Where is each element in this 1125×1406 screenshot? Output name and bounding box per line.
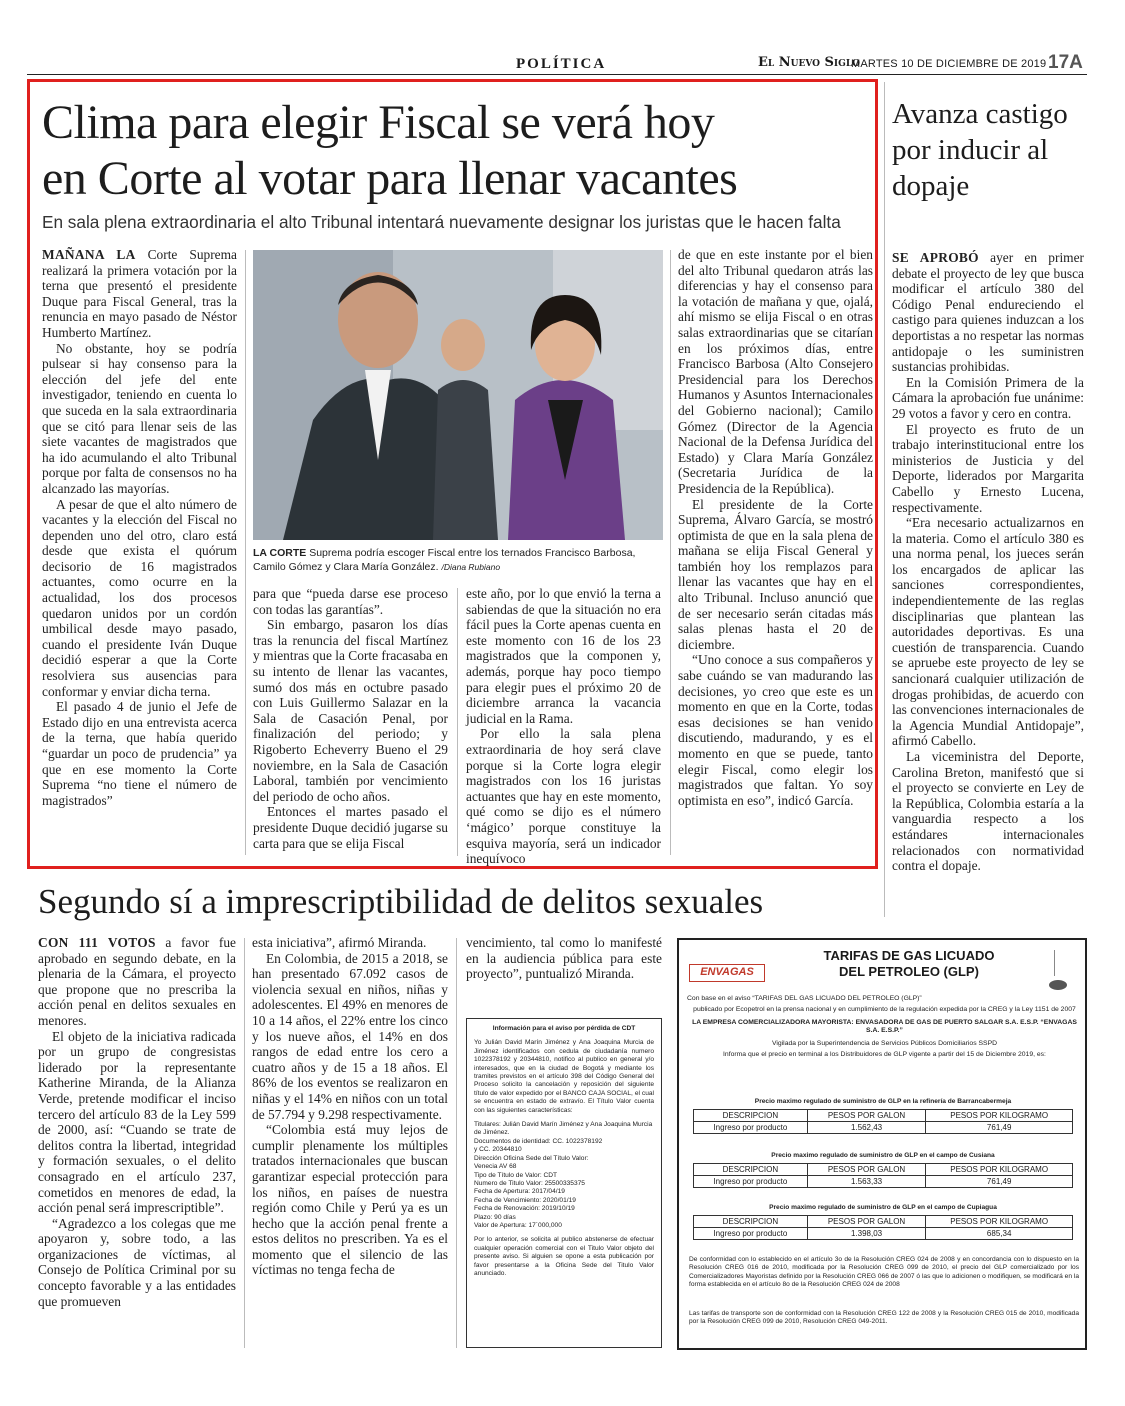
col-header: PESOS POR KILOGRAMO: [926, 1216, 1073, 1228]
price-table-title: Precio maximo regulado de suministro de GLP en la refinería de Barrancabermeja: [754, 1098, 1012, 1105]
caption-text: Suprema podría escoger Fiscal entre los ternados Francisco Barbosa, Camilo Gómez y Clara María González.: [253, 547, 636, 573]
paragraph: En la Comisión Primera de la Cámara la aprobación fue unánime: 29 votos a favor y cero en contra.: [892, 374, 1084, 421]
main-headline: [42, 95, 872, 207]
cdt-detail: y CC. 20344810: [474, 1146, 522, 1154]
col-header: PESOS POR KILOGRAMO: [926, 1164, 1073, 1176]
ad-title-line: TARIFAS DE GAS LICUADO: [823, 948, 995, 963]
main-col-2: [253, 586, 448, 851]
envagas-logo: ENVAGAS: [689, 964, 765, 982]
paragraph: a favor fue aprobado en segundo debate, en la plenaria de la Cámara, el proyecto que propone que no prescriba la acción penal en delitos sexuales en menores.: [38, 935, 236, 1028]
ad-intro-line: Con base en el aviso “TARIFAS DEL GAS LICUADO DEL PETROLEO (GLP)”: [687, 995, 922, 1002]
cdt-closing: Por lo anterior, se solicita al publico abstenerse de efectuar cualquier operación comercial con el Titulo Valor objeto del presente aviso. Si alguien se opone a esta publicación por favor presentarse a la Oficina Sede del Titulo Valor anunciado.: [474, 1236, 654, 1277]
cdt-detail: Fecha de Apertura: 2017/04/19: [474, 1188, 565, 1196]
page-number: 17A: [1048, 52, 1083, 73]
paragraph: para que “pueda darse ese proceso con todas las garantías”.: [253, 586, 448, 617]
lead-in: SE APROBÓ: [892, 250, 979, 265]
paragraph: Entonces el martes pasado el presidente Duque decidió jugarse su carta para que se elija Fiscal: [253, 804, 448, 851]
paragraph: esta iniciativa”, afirmó Miranda.: [252, 935, 427, 950]
caption-lead: LA CORTE: [253, 547, 307, 559]
issue-date: MARTES 10 DE DICIEMBRE DE 2019: [851, 58, 1047, 70]
table-cell: 1.562,43: [807, 1122, 926, 1134]
gas-tariff-ad: [677, 938, 1087, 1350]
ad-footer-2: Las tarifas de transporte son de conformidad con la Resolución CREG 122 de 2008 y la Resolución CREG 015 de 2010, modificada por la Resolución CREG 099 de 2010, Resolución CREG 049-2011.: [689, 1310, 1079, 1326]
main-col-3: [466, 586, 661, 867]
table-cell: 761,49: [926, 1122, 1073, 1134]
col-header: PESOS POR GALON: [807, 1164, 926, 1176]
paragraph: El proyecto es fruto de un trabajo interinstitucional entre los ministerios de Justicia y del Deporte, liderados por Margarita Cabello y Ernesto Lucena, respectivamente.: [892, 421, 1084, 515]
main-subhead: En sala plena extraordinaria el alto Tribunal intentará nuevamente designar los juristas que le hacen falta: [42, 212, 841, 232]
ad-intro: [687, 995, 1082, 1059]
price-table-title: Precio maximo regulado de suministro de GLP en el campo de Cupiagua: [769, 1204, 997, 1211]
price-table: [693, 1163, 1073, 1188]
main-col-1: [42, 247, 237, 808]
seal-icon: [1054, 950, 1068, 976]
paragraph: “Uno conoce a sus compañeros y sabe cuándo se van madurando las decisiones, yo creo que este es un momento en que en la Corte, todas esas decisiones se han venido discutiendo, madurando, y es el momento en que se puede, tanto elegir Fiscal, como elegir los magistrados que faltan. Yo soy optimista en eso”, indicó García.: [678, 652, 873, 808]
col-header: DESCRIPCION: [694, 1164, 808, 1176]
cdt-detail: Dirección Oficina Sede del Título Valor:: [474, 1154, 589, 1162]
paragraph: La viceministra del Deporte, Carolina Breton, manifestó que si el proyecto se convierte en Ley de la República, Colombia estaría a la vanguardia respecto a los estándares internacionales relacionados con normatividad contra el dopaje.: [892, 749, 1084, 874]
lead-in: CON 111 VOTOS: [38, 935, 156, 950]
paragraph: Por ello la sala plena extraordinaria de hoy será clave porque si la Corte logra elegir magistrados con los 16 juristas actuantes que hay en este momento, qué como se dijo es el número ‘mágico’ porque constituye la esquiva mayoría, será un indicador inequívoco: [466, 726, 661, 867]
col-header: PESOS POR GALON: [807, 1216, 926, 1228]
second-col-1: [38, 935, 236, 1309]
headline-line-2: en Corte al votar para llenar vacantes: [42, 152, 738, 205]
paragraph: “Colombia está muy lejos de cumplir plenamente los múltiples tratados internacionales que buscan garantizar especial protección para los niños, en países de nuestra región como Chile y Perú ya es un hecho que la acción penal frente a estos delitos no prescriben. Ya es el momento que el silencio de las víctimas no tenga fecha de: [252, 1122, 448, 1278]
col-header: DESCRIPCION: [694, 1110, 808, 1122]
paragraph: En Colombia, de 2015 a 2018, se han presentado 67.092 casos de violencia sexual en niños, niñas y adolescentes. El 49% en menores de 10 a 14 años, el 22% entre los cinco y los nueve años, el 14% en dos rangos de edad entre los cero a cuatro años y de 15 a 18 años. El 86% de los eventos se realizaron en niñas y el 14% en niños con un total de 57.794 y 9.298 respectivamente.: [252, 950, 448, 1122]
paragraph: de que en este instante por el bien del alto Tribunal quedaron atrás las diferencias y hay el consenso para la votación de mañana y que, ojalá, ahí mismo se elija Fiscal o en otras salas extraordinarias que se citarían en los próximos días, entre Francisco Barbosa (Alto Consejero Presidencial para los Derechos Humanos y Asuntos Internacionales del Gobierno nacional); Camilo Gómez (Director de la Agencia Nacional de la Defensa Jurídica del Estado) y Clara María González (Secretaria Jurídica de la Presidencia de la República).: [678, 247, 873, 496]
header-rule: [27, 74, 1087, 75]
cdt-detail: Numero de Titulo Valor: 25500335375: [474, 1179, 585, 1187]
paragraph: El objeto de la iniciativa radicada por un grupo de congresistas liderado por la representante Katherine Miranda, de la Alianza Verde, pretende modificar el inciso tercero del artículo 83 de la Ley 599 de 2000, así: “Cuando se trate de delitos contra la libertad, integridad y formación sexuales, o el delito consagrado en el artículo 237, cometidos en menores de edad, la acción penal será imprescriptible”.: [38, 1028, 236, 1216]
lead-in: MAÑANA LA: [42, 247, 136, 262]
paragraph: El presidente de la Corte Suprema, Álvaro García, se mostró optimista de que en la sala plena de mañana se elija Fiscal General y también hoy los remplazos para llenar las vacantes que hay en el alto Tribunal. Incluso anunció que de ser necesario serán citadas más salas plenas hasta el 20 de diciembre.: [678, 496, 873, 652]
paragraph: A pesar de que el alto número de vacantes y la elección del Fiscal no dependen uno del otro, claro está desde que exista el quórum decisorio de 16 magistrados actuantes, como ocurre en la actualidad, los dos procesos quedaron unidos por un cordón umbilical desde mayo pasado, cuando el presidente Iván Duque decidió esperar a que la Corte resolviera sus ausencias para conformar y enviar dicha terna.: [42, 496, 237, 699]
paragraph: “Agradezco a los colegas que me apoyaron y, sobre todo, a las organizaciones de víctimas, al Consejo de Política Criminal por su concepto favorable y a las entidades que promueven: [38, 1215, 236, 1309]
photo-credit: /Diana Rubiano: [441, 562, 501, 572]
table-cell: Ingreso por producto: [694, 1176, 808, 1188]
col-header: PESOS POR GALON: [807, 1110, 926, 1122]
table-cell: 1.398,03: [807, 1228, 926, 1240]
ad-vigilada: Vigilada por la Superintendencia de Servicios Públicos Domiciliarios SSPD: [771, 1039, 998, 1047]
main-col-4: [678, 247, 873, 808]
paragraph: “Era necesario actualizarnos en la materia. Como el artículo 380 es una norma penal, los jueces serán los encargados de aplicar las sanciones correspondientes, independientemente de las reglas disciplinarias que plantean las autoridades deportivas. Es una cuestión de transparencia. Cuando se apruebe este proyecto de ley se sancionará cualquier utilización de drogas prohibidas, de acuerdo con las convenciones internacionales de la Agencia Mundial Antidopaje”, afirmó Cabello.: [892, 515, 1084, 749]
cdt-detail: Fecha de Vencimiento: 2020/01/19: [474, 1196, 576, 1204]
ad-footer-1: De conformidad con lo establecido en el artículo 3o de la Resolución CREG 024 de 2008 y en concordancia con lo dispuesto en la Resolución CREG 016 de 2010, modificada por la Resolución CREG 099 de 2010, el precio del GLP comercializado por los Comercializadores Mayoristas definido por la Resolución CREG 066 de 2007 ó las que lo adicionen o modifiquen, se modificará en la forma establecida en el artículo 8o de la Resolución CREG 024 de 2008: [689, 1256, 1079, 1289]
cdt-detail: Tipo de Título de Valor: CDT: [474, 1171, 558, 1179]
ad-company: LA EMPRESA COMERCIALIZADORA MAYORISTA: ENVASADORA DE GAS DE PUERTO SALGAR S.A. E.S.P. “ENVAGAS S.A. E.S.P.”: [692, 1018, 1077, 1035]
paragraph: ayer en primer debate el proyecto de ley que busca modificar el artículo 380 del Código Penal endureciendo el castigo para quienes induzcan a los deportistas a no respetar las normas antidopaje o les suministren sustancias prohibidas.: [892, 250, 1084, 375]
column-rule: [884, 82, 885, 917]
cdt-details: [474, 1121, 654, 1230]
side-headline: Avanza castigo por inducir al dopaje: [892, 98, 1068, 202]
table-cell: 685,34: [926, 1228, 1073, 1240]
paragraph: El pasado 4 de junio el Jefe de Estado dijo en una entrevista acerca de la terna, que había querido “guardar un poco de prudencia” ya que en ese momento la Corte Suprema “no tiene el número de magistrados”: [42, 699, 237, 808]
col-header: PESOS POR KILOGRAMO: [926, 1110, 1073, 1122]
price-table: [693, 1215, 1073, 1240]
paragraph: Corte Suprema realizará la primera votación por la terna que presentó el presidente Duque para Fiscal General, tras la renuncia en mayo pasado de Néstor Humberto Martínez.: [42, 247, 237, 340]
cdt-detail: Venecia AV 68: [474, 1163, 517, 1171]
paragraph: Sin embargo, pasaron los días tras la renuncia del fiscal Martínez y mientras que la Corte fracasaba en su intento de llenar las vacantes, sumó dos más en octubre pasado con Luis Guillermo Salazar en la Sala de Casación Penal, por finalización del periodo; y Rigoberto Echeverry Bueno el 29 noviembre, en la Sala de Casación Laboral, también por vencimiento del periodo de ocho años.: [253, 617, 448, 804]
price-table-1: [693, 1098, 1073, 1134]
section-label: POLÍTICA: [516, 56, 607, 72]
ad-informa: Informa que el precio en terminal a los Distribuidores de GLP vigente a partir del 15 de Diciembre 2019, es:: [723, 1051, 1046, 1059]
side-story-body: [892, 250, 1084, 874]
paragraph: vencimiento, tal como lo manifesté en la audiencia pública para este proyecto”, puntualizó Miranda.: [466, 935, 662, 982]
cdt-detail: Fecha de Renovación: 2019/10/19: [474, 1205, 575, 1213]
table-cell: 1.563,33: [807, 1176, 926, 1188]
second-headline: Segundo sí a imprescriptibilidad de delitos sexuales: [38, 882, 764, 921]
table-cell: Ingreso por producto: [694, 1122, 808, 1134]
flame-icon: [1049, 980, 1067, 990]
column-rule: [244, 938, 245, 1348]
col-header: DESCRIPCION: [694, 1216, 808, 1228]
photo-illustration: [253, 250, 663, 540]
news-photo: [253, 250, 663, 540]
headline-line-1: Clima para elegir Fiscal se verá hoy: [42, 96, 715, 149]
ad-title-line: DEL PETROLEO (GLP): [839, 964, 979, 979]
price-table-title: Precio maximo regulado de suministro de GLP en el campo de Cusiana: [771, 1152, 995, 1159]
ad-title: [789, 948, 1029, 980]
table-cell: Ingreso por producto: [694, 1228, 808, 1240]
masthead-name: El Nuevo Siglo: [758, 55, 860, 70]
cdt-notice: [466, 1018, 662, 1348]
cdt-body: Yo Julián David Marín Jiménez y Ana Joaquina Murcia de Jiménez identificados con cedula de ciudadanía numero 1022378192 y 20344810, notifico al publico en general y/o interesados, que en la ciudad de Bogotá y mediante los tramites previstos en el artículo 398 del Código General del Proceso solicito la cancelación y reposición del siguiente título de valor expedido por el BANCO CAJA SOCIAL, el cual se encuentra en estado de extravío. El Título Valor cuenta con las siguientes características:: [474, 1039, 654, 1114]
photo-caption: [253, 546, 663, 574]
column-rule: [245, 250, 246, 855]
price-table: [693, 1109, 1073, 1134]
paragraph: este año, por lo que envió la terna a sabiendas de que la situación no era fácil pues la Corte apenas cuenta en este momento con 16 de los 23 magistrados que la componen y, además, porque hay poco tiempo para elegir pues el próximo 20 de diciembre arranca la vacancia judicial en la Rama.: [466, 586, 661, 726]
price-table-3: [693, 1204, 1073, 1240]
paragraph: No obstante, hoy se podría pulsear si hay consenso para la elección del jefe del ente investigador, teniendo en cuenta lo que suceda en la sala extraordinaria que se citó para llenar seis de las siete vacantes de magistrados que ha ido acumulando el alto Tribunal porque por falta de consensos no ha alcanzado las mayorías.: [42, 340, 237, 496]
cdt-detail: Plazo: 90 días: [474, 1213, 516, 1221]
cdt-title: Información para el aviso por pérdida de CDT: [492, 1025, 636, 1032]
cdt-detail: Titulares: Julián David Marín Jiménez y Ana Joaquina Murcia de Jiménez.: [474, 1121, 653, 1137]
column-rule: [670, 250, 671, 855]
ad-intro-line: publicado por Ecopetrol en la prensa nacional y en cumplimiento de la regulación expedida por la CREG y la Ley 1151 de 2007: [693, 1006, 1076, 1014]
cdt-detail: Valor de Apertura: 17´000,000: [474, 1221, 562, 1229]
second-col-2: [252, 935, 448, 1278]
table-cell: 761,49: [926, 1176, 1073, 1188]
second-col-3: [466, 935, 662, 982]
column-rule: [456, 938, 457, 1348]
column-rule: [457, 588, 458, 856]
price-table-2: [693, 1152, 1073, 1188]
cdt-detail: Documentos de identidad: CC. 1022378192: [474, 1137, 603, 1145]
